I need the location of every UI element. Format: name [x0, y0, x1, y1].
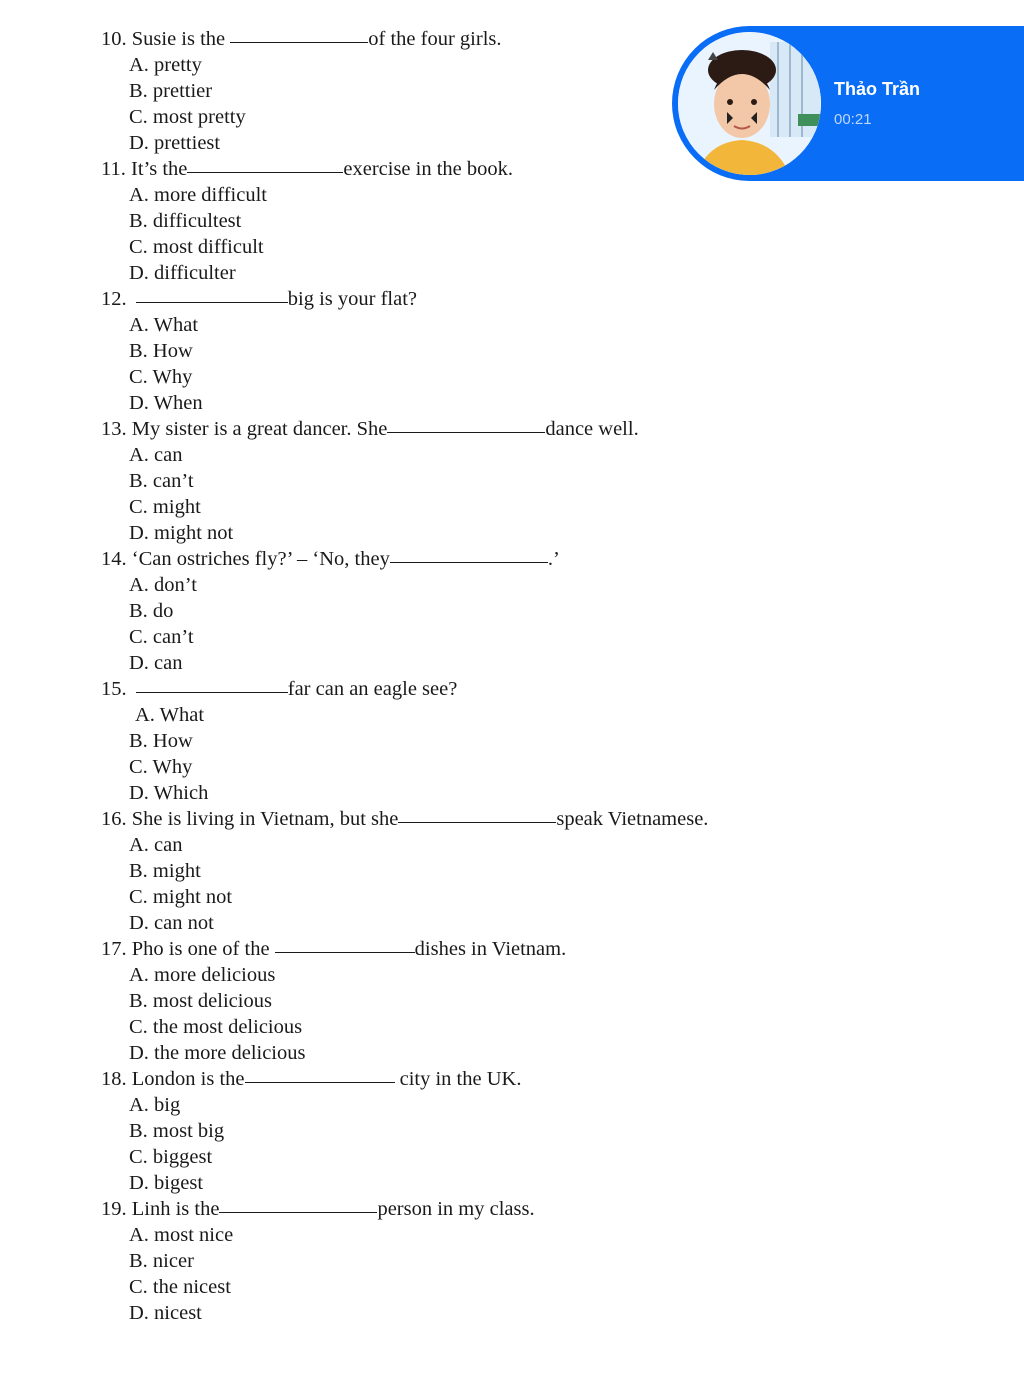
question-text-before: She is living in Vietnam, but she — [131, 808, 399, 830]
option: A. most nice — [129, 1224, 234, 1246]
answer-blank — [136, 691, 288, 693]
answer-blank — [219, 1211, 377, 1213]
option: A. more delicious — [129, 964, 276, 986]
call-duration: 00:21 — [834, 111, 872, 128]
option: D. prettiest — [129, 132, 221, 154]
question-text-before: Susie is the — [131, 28, 231, 50]
caller-name: Thảo Trần — [834, 79, 921, 99]
question-number: 14. — [101, 548, 127, 570]
option: A. can — [129, 834, 183, 856]
option: B. might — [129, 860, 201, 882]
question-text-before — [127, 678, 132, 700]
question-15 — [0, 676, 457, 702]
question-18 — [0, 1066, 521, 1092]
question-text-after: person in my class. — [377, 1198, 535, 1220]
question-number: 17. — [101, 938, 127, 960]
option: C. might not — [129, 886, 233, 908]
question-text-before: My sister is a great dancer. She — [131, 418, 388, 440]
question-text-after: dishes in Vietnam. — [414, 938, 567, 960]
option: B. nicer — [129, 1250, 194, 1272]
question-text-before: Linh is the — [131, 1198, 220, 1220]
question-number: 19. — [101, 1198, 127, 1220]
option: D. nicest — [129, 1302, 202, 1324]
option: C. Why — [129, 756, 193, 778]
question-number: 15. — [101, 678, 127, 700]
answer-blank — [245, 1081, 395, 1083]
question-number: 13. — [101, 418, 127, 440]
option: C. most pretty — [129, 106, 246, 128]
question-number: 16. — [101, 808, 127, 830]
option: B. can’t — [129, 470, 194, 492]
avatar[interactable] — [678, 32, 821, 175]
option: B. most delicious — [129, 990, 272, 1012]
option: B. prettier — [129, 80, 213, 102]
option: A. pretty — [129, 54, 202, 76]
question-text-before — [127, 288, 132, 310]
option: A. can — [129, 444, 183, 466]
question-text-after: exercise in the book. — [343, 158, 514, 180]
question-text-after: dance well. — [545, 418, 639, 440]
option: D. Which — [129, 782, 209, 804]
option: C. might — [129, 496, 201, 518]
question-number: 11. — [101, 158, 126, 180]
option: C. can’t — [129, 626, 194, 648]
question-text-after: far can an eagle see? — [287, 678, 458, 700]
option: A. don’t — [129, 574, 197, 596]
question-text-after: speak Vietnamese. — [556, 808, 709, 830]
question-text-before: It’s the — [131, 158, 188, 180]
option: A. What — [129, 314, 199, 336]
question-text-before: London is the — [131, 1068, 245, 1090]
option: B. do — [129, 600, 174, 622]
option: C. the most delicious — [129, 1016, 303, 1038]
question-16 — [0, 806, 708, 832]
answer-blank — [390, 561, 548, 563]
option: B. How — [129, 730, 193, 752]
answer-blank — [136, 301, 288, 303]
option: C. Why — [129, 366, 193, 388]
option: B. difficultest — [129, 210, 242, 232]
question-14 — [0, 546, 560, 572]
option: D. might not — [129, 522, 234, 544]
option: D. can not — [129, 912, 214, 934]
option: A. big — [129, 1094, 181, 1116]
question-text-after: city in the UK. — [394, 1068, 522, 1090]
question-11 — [0, 156, 513, 182]
option: D. difficulter — [129, 262, 236, 284]
option: C. most difficult — [129, 236, 264, 258]
option: C. the nicest — [129, 1276, 231, 1298]
answer-blank — [387, 431, 545, 433]
caller-photo — [678, 32, 821, 175]
question-12 — [0, 286, 417, 312]
question-number: 10. — [101, 28, 127, 50]
option: A. more difficult — [129, 184, 267, 206]
question-10 — [0, 26, 502, 52]
question-text-before: ‘Can ostriches fly?’ – ‘No, they — [131, 548, 390, 570]
option: B. most big — [129, 1120, 225, 1142]
question-text-after: big is your flat? — [287, 288, 417, 310]
question-17 — [0, 936, 566, 962]
option: B. How — [129, 340, 193, 362]
question-number: 12. — [101, 288, 127, 310]
answer-blank — [398, 821, 556, 823]
option: D. can — [129, 652, 183, 674]
answer-blank — [187, 171, 343, 173]
answer-blank — [230, 41, 368, 43]
option: A. What — [135, 704, 205, 726]
question-text-after: .’ — [547, 548, 560, 570]
call-overlay[interactable] — [672, 26, 1024, 181]
option: D. When — [129, 392, 203, 414]
question-13 — [0, 416, 639, 442]
option: D. bigest — [129, 1172, 204, 1194]
option: C. biggest — [129, 1146, 213, 1168]
question-text-after: of the four girls. — [368, 28, 502, 50]
question-19 — [0, 1196, 535, 1222]
question-text-before: Pho is one of the — [131, 938, 275, 960]
answer-blank — [275, 951, 415, 953]
option: D. the more delicious — [129, 1042, 306, 1064]
question-number: 18. — [101, 1068, 127, 1090]
